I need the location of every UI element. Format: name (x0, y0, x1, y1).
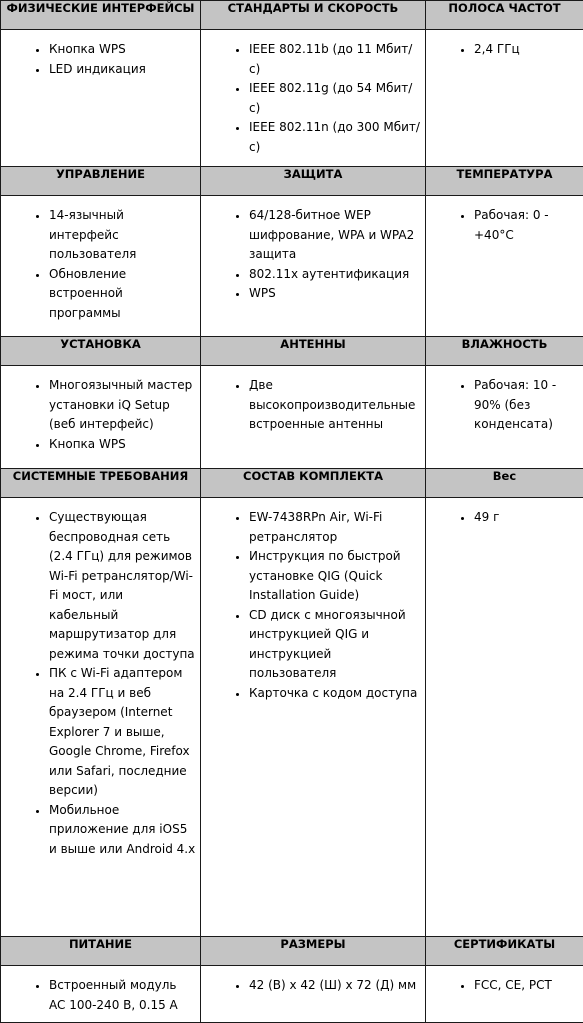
spec-list-item: • EW-7438RPn Air, Wi-Fi ретранслятор (249, 508, 421, 547)
spec-list (426, 966, 583, 996)
spec-list-item: • 64/128-битное WEP шифрование, WPA и WPA2 защита (249, 206, 421, 265)
spec-list (201, 30, 425, 157)
spec-list (1, 498, 200, 859)
section-body-row (1, 196, 583, 337)
spec-list-item: • Кнопка WPS (49, 435, 196, 455)
spec-cell (426, 30, 583, 167)
spec-list (201, 196, 425, 304)
spec-cell (201, 498, 426, 937)
spec-cell (201, 30, 426, 167)
column-header: ФИЗИЧЕСКИЕ ИНТЕРФЕЙСЫ (1, 1, 201, 30)
spec-list-item: • Кнопка WPS (49, 40, 196, 60)
spec-cell (426, 196, 583, 337)
spec-cell (1, 30, 201, 167)
column-header: РАЗМЕРЫ (201, 937, 426, 966)
column-header: ЗАЩИТА (201, 167, 426, 196)
spec-list-item: • Встроенный модуль AC 100-240 В, 0.15 А (49, 976, 196, 1015)
spec-cell (1, 366, 201, 469)
spec-list-item: • IEEE 802.11g (до 54 Мбит/с) (249, 79, 421, 118)
spec-list-item: • Многоязычный мастер установки iQ Setup (веб интерфейс) (49, 376, 196, 435)
column-header: СЕРТИФИКАТЫ (426, 937, 583, 966)
spec-list-item: • 802.11x аутентификация (249, 265, 421, 285)
section-body-row (1, 366, 583, 469)
spec-cell (426, 966, 583, 1023)
spec-list-item: • FCC, CE, PCT (474, 976, 579, 996)
spec-list-item: • IEEE 802.11n (до 300 Мбит/с) (249, 118, 421, 157)
spec-list-item: • 42 (В) x 42 (Ш) x 72 (Д) мм (249, 976, 421, 996)
section-header-row (1, 937, 583, 966)
section-header-row (1, 1, 583, 30)
column-header: ВЛАЖНОСТЬ (426, 337, 583, 366)
spec-list (1, 196, 200, 323)
section-body-row (1, 30, 583, 167)
column-header: СТАНДАРТЫ И СКОРОСТЬ (201, 1, 426, 30)
spec-list (426, 366, 583, 435)
spec-list-item: • Карточка с кодом доступа (249, 684, 421, 704)
spec-list (201, 498, 425, 703)
spec-list-item: • ПК с Wi-Fi адаптером на 2.4 ГГц и веб браузером (Internet Explorer 7 и выше, Google Chrome, Firefox или Safari, последние версии) (49, 664, 196, 801)
spec-list (426, 196, 583, 245)
spec-list-item: • Две высокопроизводительные встроенные антенны (249, 376, 421, 435)
spec-cell (201, 196, 426, 337)
section-header-row (1, 469, 583, 498)
spec-cell (1, 196, 201, 337)
section-header-row (1, 337, 583, 366)
spec-list (201, 966, 425, 996)
spec-table-body (1, 1, 583, 1023)
spec-list-item: • 2,4 ГГц (474, 40, 579, 60)
column-header: Вес (426, 469, 583, 498)
spec-list-item: • CD диск с многоязычной инструкцией QIG и инструкцией пользователя (249, 606, 421, 684)
column-header: УПРАВЛЕНИЕ (1, 167, 201, 196)
spec-list-item: • Рабочая: 0 - +40°C (474, 206, 579, 245)
spec-list-item: • 49 г (474, 508, 579, 528)
spec-list-item: • Мобильное приложение для iOS5 и выше или Android 4.x (49, 801, 196, 860)
column-header: УСТАНОВКА (1, 337, 201, 366)
column-header: ТЕМПЕРАТУРА (426, 167, 583, 196)
column-header: СОСТАВ КОМПЛЕКТА (201, 469, 426, 498)
spec-cell (1, 966, 201, 1023)
spec-cell (426, 498, 583, 937)
column-header: ПИТАНИЕ (1, 937, 201, 966)
spec-list (426, 30, 583, 60)
column-header: СИСТЕМНЫЕ ТРЕБОВАНИЯ (1, 469, 201, 498)
spec-list-item: • Рабочая: 10 - 90% (без конденсата) (474, 376, 579, 435)
section-body-row (1, 498, 583, 937)
spec-list-item: • LED индикация (49, 60, 196, 80)
spec-list-item: • Обновление встроенной программы (49, 265, 196, 324)
column-header: ПОЛОСА ЧАСТОТ (426, 1, 583, 30)
spec-list (426, 498, 583, 528)
spec-list-item: • 14-язычный интерфейс пользователя (49, 206, 196, 265)
spec-list (201, 366, 425, 435)
section-body-row (1, 966, 583, 1023)
spec-cell (426, 366, 583, 469)
column-header: АНТЕННЫ (201, 337, 426, 366)
spec-list (1, 966, 200, 1015)
section-header-row (1, 167, 583, 196)
spec-list-item: • Существующая беспроводная сеть (2.4 ГГц) для режимов Wi-Fi ретранслятор/Wi-Fi мост, или кабельный маршрутизатор для режима точки доступа (49, 508, 196, 664)
spec-list-item: • Инструкция по быстрой установке QIG (Quick Installation Guide) (249, 547, 421, 606)
spec-cell (201, 966, 426, 1023)
spec-cell (1, 498, 201, 937)
spec-list (1, 366, 200, 454)
spec-list-item: • IEEE 802.11b (до 11 Мбит/с) (249, 40, 421, 79)
spec-list-item: • WPS (249, 284, 421, 304)
spec-cell (201, 366, 426, 469)
spec-list (1, 30, 200, 79)
